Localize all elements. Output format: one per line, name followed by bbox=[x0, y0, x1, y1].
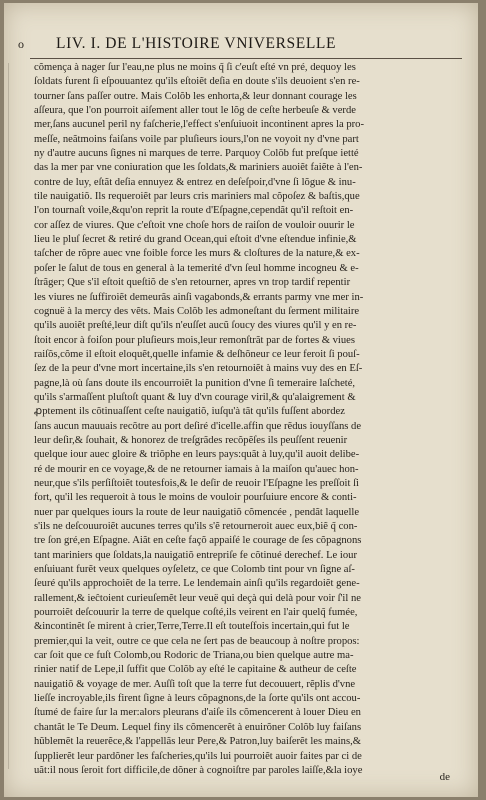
text-line: ré de mourir en ce voyage,& de ne retourner iamais à la maiſon qu'auec hon- bbox=[34, 463, 359, 475]
text-line: nauigatiõ & voyage de mer. Auſſi toſt que la terre fut decouuert, rẽplis d'vne bbox=[34, 678, 356, 690]
text-line: lieu le pluſ ſecret & retiré du grand Ocean,qui eſtoit d'vne eſtendue infinie,& bbox=[34, 234, 357, 246]
text-line: lieſſe incroyable,ils firent ſigne à leurs cõpagnons,de la ſorte qu'ils ont accou- bbox=[34, 693, 361, 705]
text-line: aſſeura, que l'on pourroit aiſement aller tout le lõg de ceſte herbeuſe & verde bbox=[34, 105, 356, 117]
text-line: cognuë à la mercy des vẽts. Mais Colõb les admoneſtant du ſerment militaire bbox=[34, 305, 360, 317]
text-line: ſoldats furent ſi eſpouuantez qu'ils eſtoiẽt deſia en doute s'ils deuoient s'en re- bbox=[34, 76, 360, 88]
text-line: ny d'autre aucuns ſignes ni marques de terre. Parquoy Colõb fut preſque ietté bbox=[34, 148, 359, 160]
page-number: o bbox=[18, 37, 24, 51]
text-line: das la mer par vne coniuration que les ſoldats,& mariniers auoiẽt faiẽte à l'en- bbox=[34, 162, 363, 174]
text-line: ſeuré qu'ils approchoiẽt de la terre. Le lendemain ainſi qu'ils regardoiẽt gene- bbox=[34, 578, 360, 590]
text-line: contre de luy, eſtãt deſia ennuyez & entrez en deſeſpoir,d'vne ſi lõgue & inu- bbox=[34, 176, 356, 188]
running-title: LIV. I. DE L'HISTOIRE VNIVERSELLE bbox=[56, 35, 337, 52]
text-line: ſupplierẽt leur pardõner les faſcheries,qu'ils lui pourroiẽt auoir faites par ci de bbox=[34, 750, 362, 762]
text-line: rinier natif de Lepe,il ſuffit que Colõb ay eſté le capitaine & autheur de ceſte bbox=[34, 664, 357, 676]
text-line: raiſõs,cõme il eſtoit eloquẽt,quelle infamie & deſhõneur ce leur feroit ſi pouſ- bbox=[34, 348, 360, 360]
header-rule bbox=[30, 58, 462, 59]
text-line: quelque iour auec gloire & triõphe en leurs pays:quãt à luy,qu'il auoit delibe- bbox=[34, 449, 360, 461]
text-line: chantãt le Te Deum. Lequel finy ils cõmencerẽt à enuirõner Colõb luy faiſans bbox=[34, 721, 362, 733]
text-line: l'on tournaſt voile,&qu'on reprit la route d'Eſpagne,cependãt qu'il reſtoit en- bbox=[34, 205, 354, 217]
text-line: les viures ne ſuffiroiẽt demeurãs ainſi vagabonds,& errants parmy vne mer in- bbox=[34, 291, 364, 303]
book-page bbox=[4, 3, 478, 797]
text-line: s'ils ne deſcouuroiẽt aucunes terres qu'ils s'ẽ retourneroit auec eux,biẽ q̃ con- bbox=[34, 521, 358, 532]
text-line: qu'ils s'armaſſent pluſtoſt quant & luy d'vn courage viril,& qu'alaigrement & bbox=[34, 391, 356, 403]
text-line: cõmença à nager ſur l'eau,ne plus ne moins q̃ ſi c'euſt eſté vn pré, dequoy les bbox=[34, 62, 356, 73]
text-line: hũblemẽt la reuerẽce,& l'appellãs leur Pere,& Patron,luy baiſerẽt les mains,& bbox=[34, 736, 361, 748]
running-head bbox=[18, 35, 462, 55]
text-line: leur deſir,& ſouhait, & honorez de treſgrãdes recõpẽſes ils peuſſent reuenir bbox=[34, 434, 348, 446]
text-line: enſuiuant furẽt veux quelques oyſeletz, ce que Colomb tint pour vn ſigne aſ- bbox=[34, 564, 355, 576]
catchword: de bbox=[439, 771, 450, 783]
text-line: ſtumé de faire ſur la mer:alors pleurans d'aiſe ils cõmencerent à louer Dieu en bbox=[34, 707, 361, 719]
text-line: pagne,là où ſans doute ils encourroiẽt la punition d'vne ſi temeraire laſcheté, bbox=[34, 377, 356, 389]
text-line: pourroiẽt deſcouurir la terre de quelque coſté,ils veirent en l'air quelq̃ fumée, bbox=[34, 607, 358, 619]
text-line: qu'ils auoiẽt preſté,leur diſt qu'ils n'euſſet aucũ ſoucy des viures qu'il y en re- bbox=[34, 320, 357, 332]
text-line: ſtoit encor à foiſon pour pluſieurs mois,leur remonſtrãt par de fortes & viues bbox=[34, 334, 355, 346]
gutter-shadow bbox=[8, 63, 14, 769]
text-line: ſans aucun mauuais recõtre au port deſiré d'icelle.affin que rẽdus iouyſſans de bbox=[34, 420, 362, 432]
text-line: tourner ſans paſſer outre. Mais Colõb les enhorta,& leur donnant courage les bbox=[34, 90, 357, 102]
text-line: tile nauigatiõ. Ils requeroiẽt par leurs cris mariniers mal cõpoſez & baſtis,que bbox=[34, 191, 360, 203]
text-line: tant mariniers que ſoldats,la nauigatiõ entrepriſe fe cõtinué derechef. Le iour bbox=[34, 549, 357, 561]
text-line: tre ſon gré,en Eſpagne. Aiãt en ceſte façõ appaiſé le courage de ſes cõpagnons bbox=[34, 535, 362, 547]
text-line: meſſe, neãtmoins faiſans voile par pluſieurs iours,l'on ne voyoit ny d'vne part bbox=[34, 133, 359, 145]
text-line: mer,ſans aucunel peril ny faſcherie,l'effect s'enſuiuoit incontinent apres la pro- bbox=[34, 119, 365, 131]
text-line: &incontinẽt ſe mirent à crier,Terre,Terre.Il eſt touteſfois incertain,qui fut le bbox=[34, 621, 350, 633]
text-line: uãt:il nous ſeroit fort difficile,de dõner à cognoiſtre par paroles laiſſe,&la ioye bbox=[34, 764, 363, 776]
text-line: poſer le ſalut de tous en general à la temerité d'vn ſeul homme incogneu & e- bbox=[34, 262, 359, 274]
text-line: neur,que s'ils perſiſtoiẽt toutesfois,& le deſir de reuoir l'Eſpagne les preſſoit ſi bbox=[34, 477, 359, 489]
text-line: ſtrãger; Que s'il eſtoit queſtiõ de s'en retourner, apres vn trop tardif repentir bbox=[34, 277, 351, 289]
text-line: fort, qu'il les requeroit à tous le moins de vouloir pourſuiure encore & conti- bbox=[34, 492, 357, 504]
text-line: premier,qui la veit, outre ce que cela ne ſert pas de beaucoup à noſtre propos: bbox=[34, 635, 360, 647]
text-line: ſez de la peur d'vne mort incertaine,ils s'en retournoiẽt à mains vuy des en Eſ- bbox=[34, 363, 363, 375]
text-line: ꝓptement ils cõtinuaſſent ceſte nauigatiõ, iuſqu'à tãt qu'ils fuſſent abordez bbox=[34, 406, 345, 418]
text-line: nuer par quelques iours la route de leur nauigatiõ cõmencée , pendãt laquelle bbox=[34, 506, 360, 518]
text-line: cor aſſez de viures. Que c'eſtoit vne choſe hors de raiſon de vouloir ouurir le bbox=[34, 219, 355, 231]
body-text bbox=[34, 61, 459, 778]
text-line: taſcher de rõpre auec vne foible force les murs & cloſtures de la nature,& ex- bbox=[34, 248, 360, 260]
text-line: rallement,& ieĉtoient curieuſemẽt leur veuë qui deçà qui delà pour voir ſ'il ne bbox=[34, 592, 361, 604]
text-line: car ſoit que ce fuſt Colomb,ou Rodoric de Triana,ou bien quelque autre ma- bbox=[34, 650, 354, 662]
